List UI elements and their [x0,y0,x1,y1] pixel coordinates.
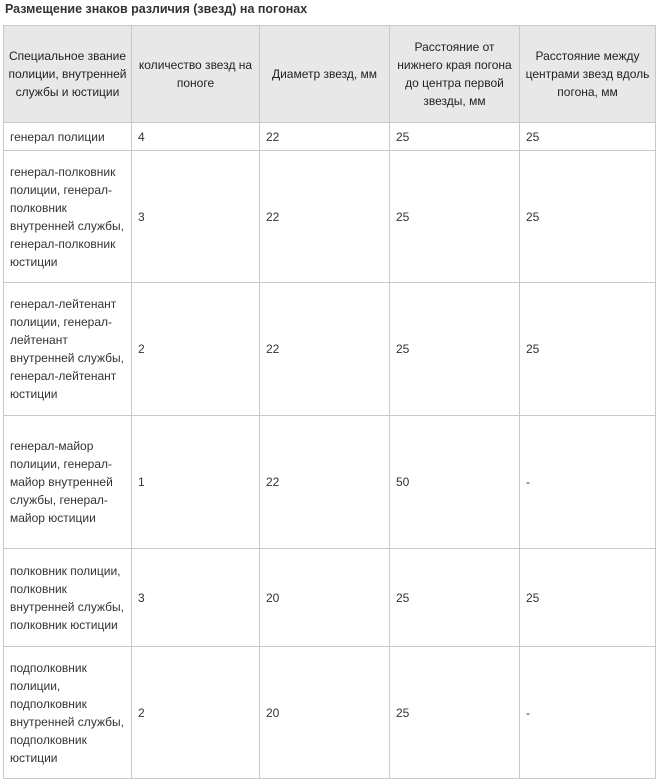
cell-star-count: 1 [132,416,260,549]
cell-star-diameter: 22 [260,416,390,549]
cell-star-diameter: 22 [260,151,390,283]
cell-rank: подполковник полиции, подполковник внутренней службы, подполковник юстиции [4,647,132,779]
table-row [4,416,656,549]
header-star-diameter: Диаметр звезд, мм [260,26,390,123]
cell-star-diameter: 20 [260,549,390,647]
cell-star-diameter: 22 [260,123,390,151]
star-placement-table [3,25,656,779]
cell-center-distance: 25 [520,151,656,283]
cell-rank: генерал-полковник полиции, генерал-полковник внутренней службы, генерал-полковник юстиции [4,151,132,283]
cell-edge-distance: 25 [390,647,520,779]
table-row [4,647,656,779]
cell-edge-distance: 25 [390,123,520,151]
table-row [4,283,656,416]
cell-edge-distance: 25 [390,151,520,283]
cell-edge-distance: 25 [390,283,520,416]
cell-center-distance: 25 [520,123,656,151]
table-caption: Размещение знаков различия (звезд) на погонах [5,2,308,16]
header-star-count: количество звезд на поноге [132,26,260,123]
cell-rank: генерал-лейтенант полиции, генерал-лейтенант внутренней службы, генерал-лейтенант юстиции [4,283,132,416]
cell-rank: генерал-майор полиции, генерал-майор внутренней службы, генерал-майор юстиции [4,416,132,549]
table-row [4,151,656,283]
cell-star-count: 3 [132,151,260,283]
header-center-distance: Расстояние между центрами звезд вдоль погона, мм [520,26,656,123]
table-header-row [4,26,656,123]
cell-star-count: 2 [132,283,260,416]
cell-star-count: 2 [132,647,260,779]
cell-rank: полковник полиции, полковник внутренней службы, полковник юстиции [4,549,132,647]
cell-star-diameter: 20 [260,647,390,779]
table-row [4,549,656,647]
cell-star-count: 3 [132,549,260,647]
cell-star-diameter: 22 [260,283,390,416]
cell-edge-distance: 25 [390,549,520,647]
cell-edge-distance: 50 [390,416,520,549]
table-row [4,123,656,151]
cell-center-distance: 25 [520,549,656,647]
header-edge-distance: Расстояние от нижнего края погона до центра первой звезды, мм [390,26,520,123]
cell-star-count: 4 [132,123,260,151]
cell-center-distance: 25 [520,283,656,416]
header-rank: Специальное звание полиции, внутренней службы и юстиции [4,26,132,123]
cell-center-distance: - [520,647,656,779]
cell-center-distance: - [520,416,656,549]
cell-rank: генерал полиции [4,123,132,151]
